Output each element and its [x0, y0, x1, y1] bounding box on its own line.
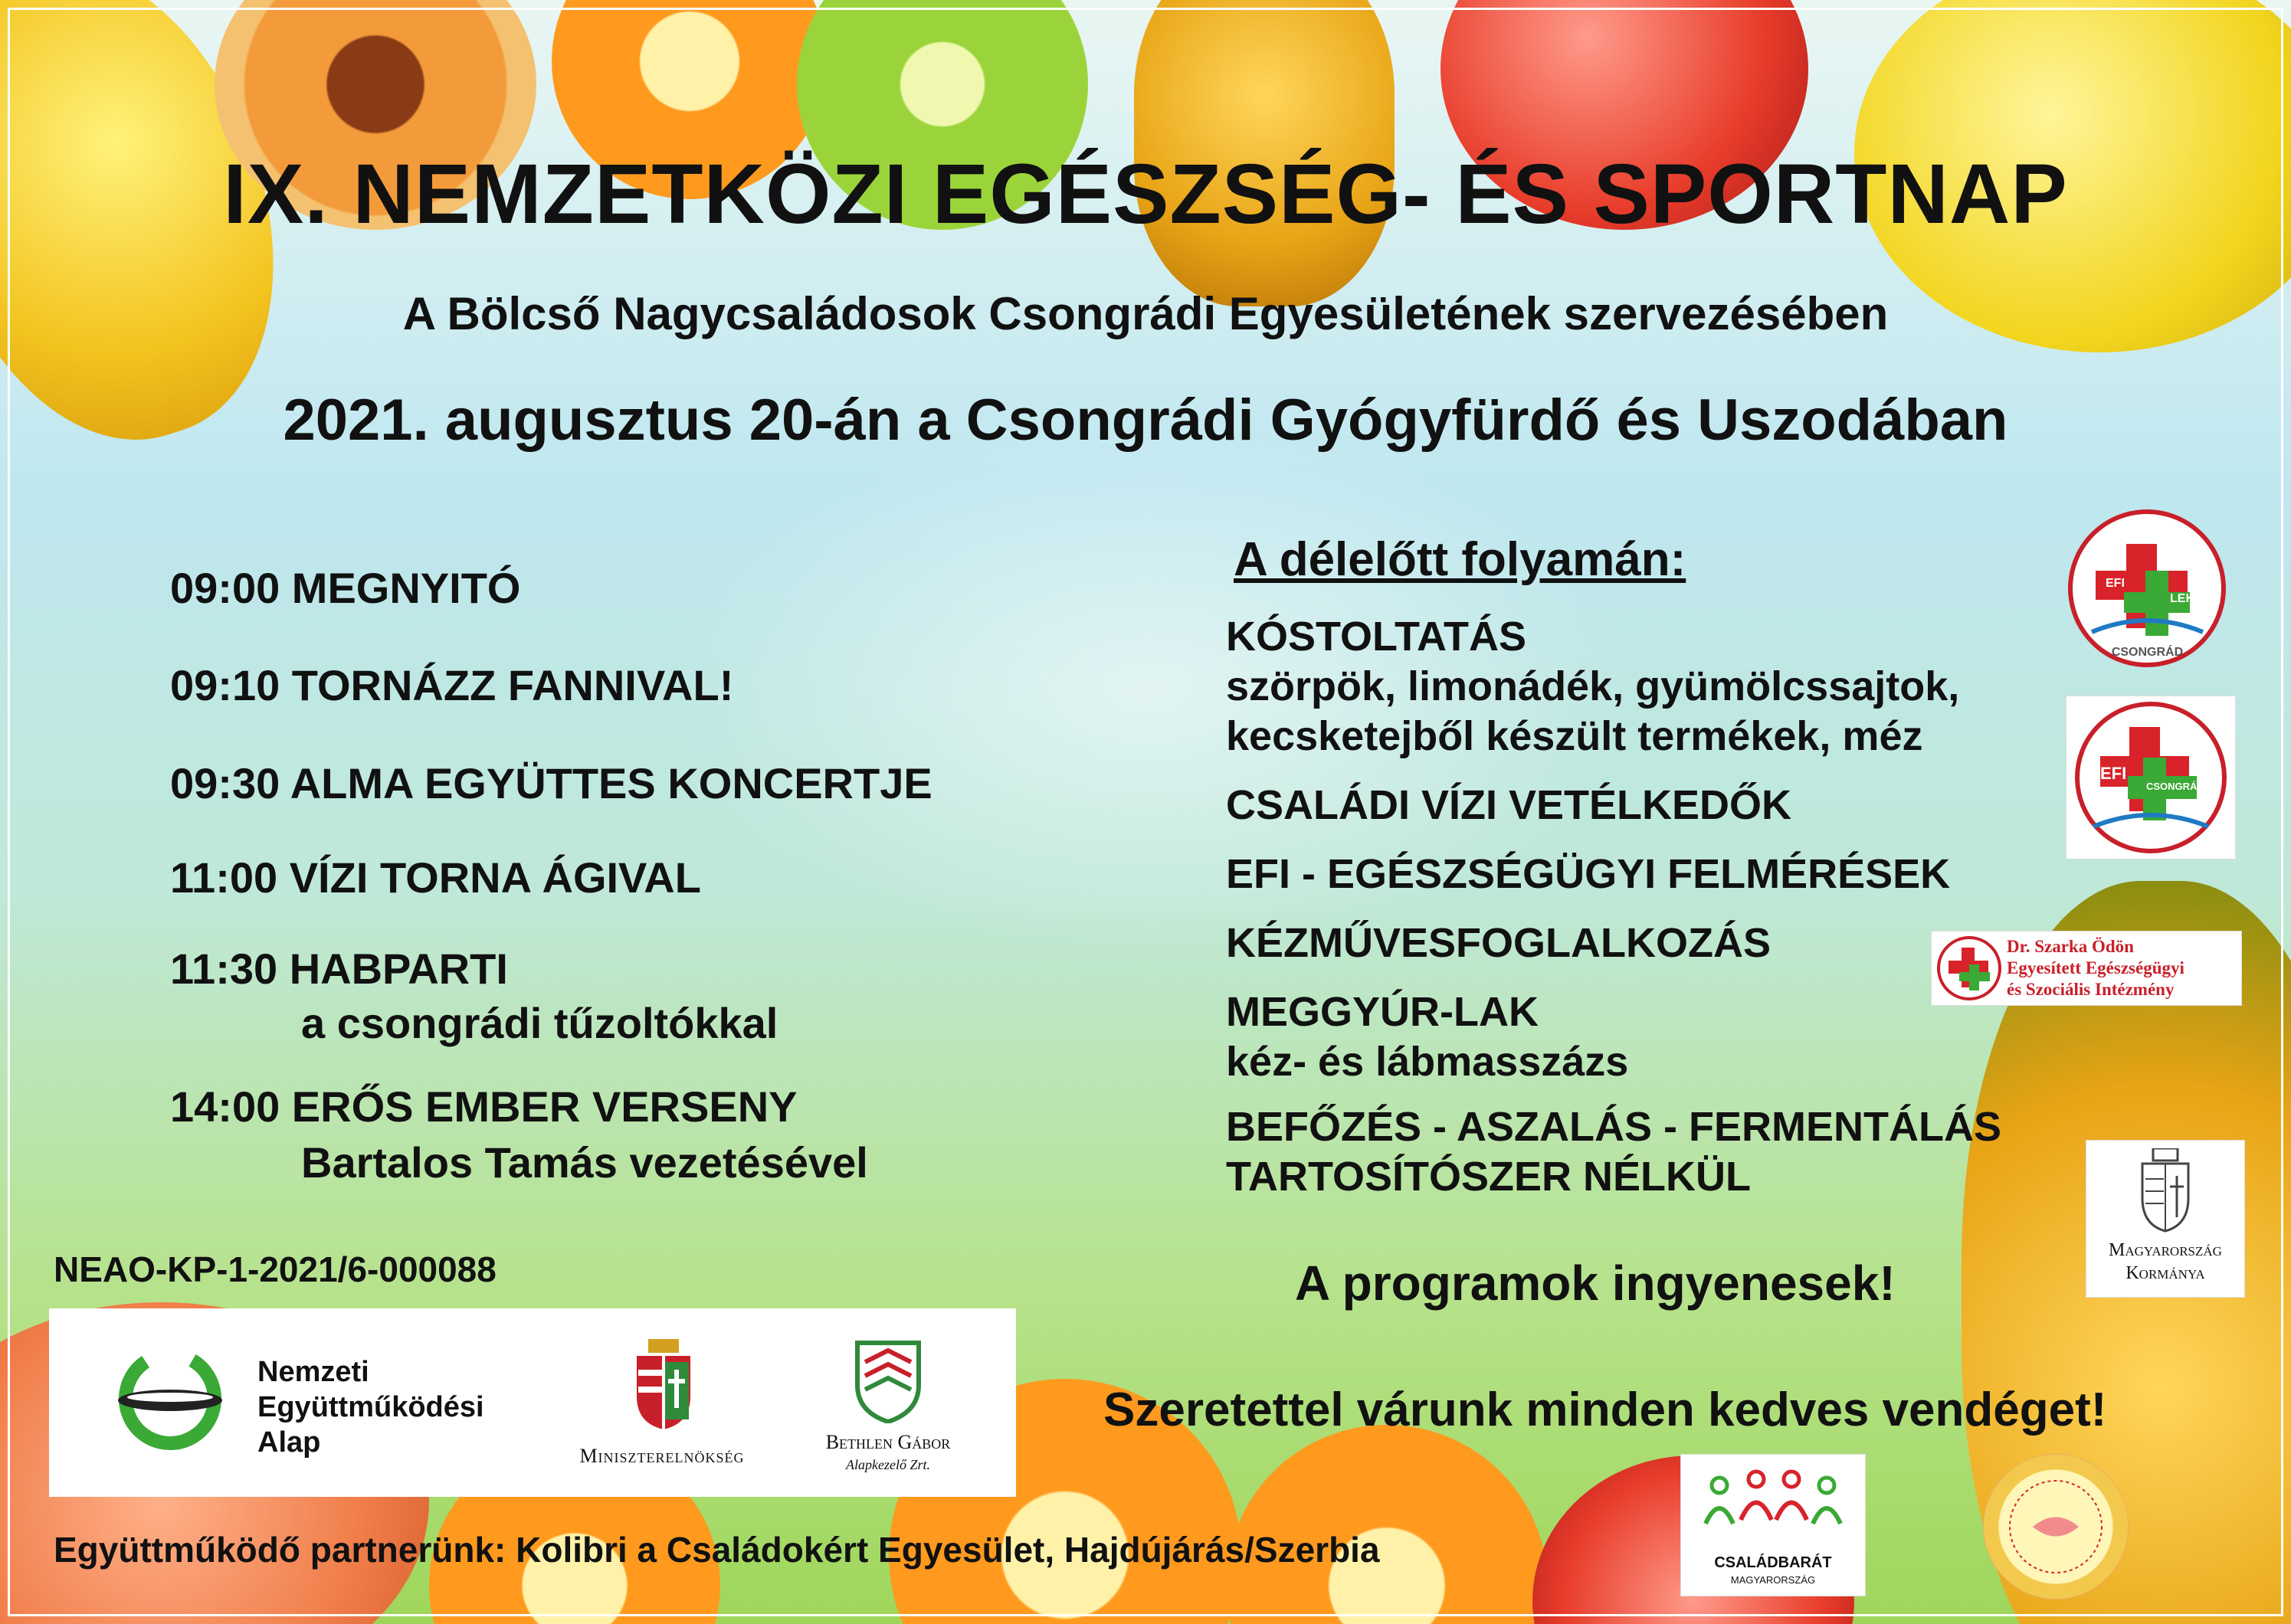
schedule-time: 09:00 [170, 564, 280, 612]
grant-id: NEAO-KP-1-2021/6-000088 [54, 1249, 497, 1289]
coat-of-arms-icon [625, 1339, 702, 1431]
organizer-line: A Bölcső Nagycsaládosok Csongrádi Egyesületének szervezésében [402, 288, 1889, 339]
schedule-title: ERŐS EMBER VERSENY [291, 1082, 798, 1131]
free-notice: A programok ingyenesek! [1295, 1256, 1896, 1311]
karpat-seal-logo [1983, 1454, 2129, 1599]
partner-text: Együttműködő partnerünk: Kolibri a Családokért Egyesület, Hajdújárás/Szerbia [54, 1530, 1380, 1570]
welcome-text: Szeretettel várunk minden kedves vendéget! [1103, 1383, 2107, 1436]
kormany-logo [2086, 1140, 2245, 1298]
csaladbarat-sublabel: MAGYARORSZÁG [1730, 1574, 1816, 1586]
schedule-title: ALMA EGYÜTTES KONCERTJE [290, 759, 932, 807]
efi-csongrad-logo [2066, 696, 2236, 859]
schedule-subtitle: a csongrádi tűzoltókkal [301, 999, 778, 1047]
program-title: EFI - EGÉSZSÉGÜGYI FELMÉRÉSEK [1226, 851, 1951, 897]
schedule-title: HABPARTI [289, 945, 508, 993]
sponsor-logo-strip [49, 1308, 1016, 1497]
schedule-item [170, 660, 733, 710]
schedule-title: TORNÁZZ FANNIVAL! [291, 661, 734, 709]
szarka-cross-icon [1935, 934, 2004, 1003]
schedule-title: VÍZI TORNA ÁGIVAL [289, 853, 701, 902]
schedule-time: 09:10 [170, 661, 280, 709]
program-title: BEFŐZÉS - ASZALÁS - FERMENTÁLÁS [1226, 1104, 2001, 1150]
family-figures-icon [1696, 1462, 1850, 1547]
szarka-line: és Szociális Intézmény [2007, 980, 2175, 999]
date-place-line: 2021. augusztus 20-án a Csongrádi Gyógyfürdő és Uszodában [283, 388, 2008, 453]
program-detail: kéz- és lábmasszázs [1226, 1039, 1629, 1085]
bethlen-shield-icon [854, 1339, 923, 1423]
efi2-city-label: CSONGRÁD [2146, 781, 2204, 792]
efi-lek-logo [2061, 509, 2234, 670]
nea-logo-line: Alap [257, 1426, 321, 1459]
efi-lek-left-label: EFI [2106, 577, 2125, 590]
miniszterelnokseg-label: Miniszterelnökség [579, 1445, 745, 1467]
schedule-subtitle: Bartalos Tamás vezetésével [301, 1138, 868, 1187]
program-title: CSALÁDI VÍZI VETÉLKEDŐK [1226, 782, 1792, 828]
page-title: IX. NEMZETKÖZI EGÉSZSÉG- ÉS SPORTNAP [223, 147, 2068, 241]
schedule-item [170, 758, 932, 808]
nea-logo-text [257, 1354, 484, 1460]
csaladbarat-logo [1680, 1454, 1866, 1596]
kormany-line: Kormánya [2125, 1263, 2205, 1283]
program-detail: kecsketejből készült termékek, méz [1226, 713, 1923, 759]
schedule-time: 11:00 [170, 853, 278, 902]
schedule-item [170, 944, 508, 994]
kormany-text [2086, 1239, 2244, 1285]
efi-lek-right-label: LEK [2170, 592, 2194, 605]
bethlen-sublabel: Alapkezelő Zrt. [846, 1457, 930, 1472]
program-title: KÉZMŰVESFOGLALKOZÁS [1226, 920, 1771, 966]
szarka-logo [1931, 931, 2242, 1006]
program-title: KÓSTOLTATÁS [1226, 614, 1526, 660]
schedule-time: 11:30 [170, 945, 278, 993]
schedule-item [170, 1082, 798, 1131]
karpat-seal-ring-icon [1983, 1454, 2129, 1599]
szarka-text [2007, 936, 2184, 1000]
program-detail: TARTOSÍTÓSZER NÉLKÜL [1226, 1154, 1751, 1200]
csaladbarat-label: CSALÁDBARÁT [1714, 1554, 1832, 1571]
szarka-line: Dr. Szarka Ödön [2007, 937, 2134, 956]
schedule-time: 14:00 [170, 1082, 280, 1131]
schedule-time: 09:30 [170, 759, 280, 807]
bethlen-label: Bethlen Gábor [825, 1431, 951, 1453]
nea-logo-line: Nemzeti [257, 1356, 369, 1388]
program-title: MEGGYÚR-LAK [1226, 989, 1539, 1035]
nea-logo-icon [116, 1345, 224, 1452]
coat-of-arms-icon [2135, 1148, 2196, 1233]
efi2-label: EFI [2100, 764, 2127, 783]
schedule-title: MEGNYITÓ [291, 564, 521, 612]
szarka-line: Egyesített Egészségügyi [2007, 958, 2184, 977]
schedule-item [170, 563, 520, 613]
kormany-line: Magyarország [2109, 1240, 2222, 1260]
nea-logo-line: Együttműködési [257, 1391, 484, 1423]
schedule-item [170, 853, 701, 902]
efi-lek-city-label: CSONGRÁD [2111, 646, 2184, 659]
program-detail: szörpök, limonádék, gyümölcssajtok, [1226, 663, 1960, 709]
morning-heading: A délelőtt folyamán: [1234, 533, 1686, 586]
